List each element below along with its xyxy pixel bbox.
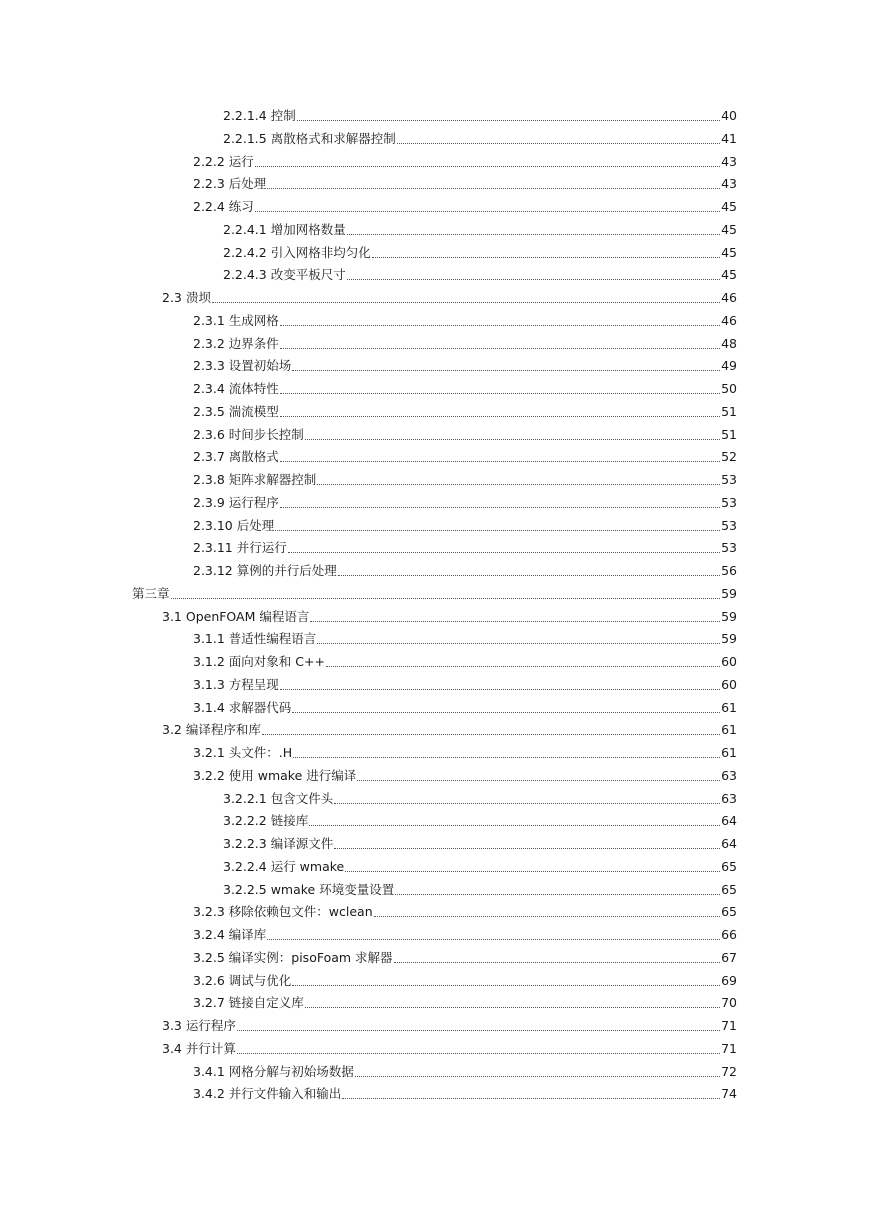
toc-dot-leader: [293, 744, 720, 758]
toc-entry-page-number: 45: [721, 199, 737, 214]
toc-entry[interactable]: [193, 426, 737, 444]
toc-entry-page-number: 66: [721, 927, 737, 942]
toc-entry-title: 2.3.1 生成网格: [193, 312, 279, 328]
toc-entry-title: 3.2.5 编译实例：pisoFoam 求解器: [193, 949, 393, 965]
toc-entry-title: 2.3.6 时间步长控制: [193, 426, 304, 442]
toc-entry-page-number: 61: [721, 722, 737, 738]
toc-dot-leader: [305, 426, 720, 440]
toc-entry-page-number: 61: [721, 699, 737, 715]
toc-entry[interactable]: [193, 380, 737, 398]
toc-dot-leader: [292, 699, 720, 713]
toc-entry[interactable]: [193, 972, 737, 990]
toc-entry[interactable]: [223, 858, 737, 876]
toc-entry[interactable]: [193, 335, 737, 353]
toc-entry-title: 3.2.7 链接自定义库: [193, 995, 304, 1011]
toc-dot-leader: [280, 448, 720, 462]
toc-entry-title: 2.2.1.5 离散格式和求解器控制: [223, 130, 396, 146]
toc-entry[interactable]: [193, 471, 737, 489]
toc-entry-title: 第三章: [132, 585, 170, 601]
toc-entry[interactable]: [193, 403, 737, 421]
toc-entry-page-number: 53: [721, 540, 737, 556]
toc-entry-title: 2.2.4.3 改变平板尺寸: [223, 267, 346, 283]
toc-entry-page-number: 59: [721, 631, 737, 647]
toc-entry-page-number: 53: [721, 494, 737, 510]
toc-entry-page-number: 50: [721, 381, 737, 396]
toc-dot-leader: [288, 539, 720, 553]
toc-dot-leader: [280, 380, 720, 394]
toc-entry[interactable]: [162, 289, 737, 307]
toc-entry-title: 3.4.1 网格分解与初始场数据: [193, 1063, 354, 1079]
toc-dot-leader: [357, 767, 720, 781]
toc-entry-page-number: 65: [721, 904, 737, 920]
toc-entry-page-number: 43: [721, 153, 737, 169]
toc-entry[interactable]: [193, 153, 737, 171]
toc-dot-leader: [305, 994, 720, 1008]
toc-entry-title: 2.2.3 后处理: [193, 176, 267, 192]
toc-entry-title: 2.2.1.4 控制: [223, 108, 296, 123]
toc-entry-title: 2.2.4.1 增加网格数量: [223, 221, 346, 237]
toc-entry[interactable]: [223, 221, 737, 239]
toc-entry-title: 3.2.2.4 运行 wmake: [223, 858, 345, 874]
toc-entry-page-number: 61: [721, 745, 737, 760]
toc-entry-page-number: 64: [721, 836, 737, 851]
toc-entry-page-number: 45: [721, 244, 737, 260]
toc-entry[interactable]: [223, 130, 737, 148]
toc-entry-title: 3.2.3 移除依赖包文件：wclean: [193, 904, 373, 920]
toc-entry-title: 3.2.4 编译库: [193, 927, 267, 942]
toc-entry-page-number: 46: [721, 312, 737, 328]
toc-dot-leader: [355, 1063, 720, 1077]
toc-entry-page-number: 70: [721, 995, 737, 1011]
toc-entry-page-number: 63: [721, 767, 737, 783]
toc-entry-page-number: 56: [721, 563, 737, 578]
toc-entry-page-number: 53: [721, 517, 737, 533]
toc-dot-leader: [255, 153, 720, 167]
toc-dot-leader: [267, 175, 720, 189]
toc-entry-page-number: 59: [721, 608, 737, 624]
toc-entry-page-number: 69: [721, 972, 737, 988]
toc-entry-title: 3.1 OpenFOAM 编程语言: [162, 608, 310, 624]
toc-entry[interactable]: [193, 357, 737, 375]
toc-entry[interactable]: [223, 790, 737, 808]
toc-dot-leader: [280, 335, 720, 349]
toc-dot-leader: [334, 790, 720, 804]
toc-dot-leader: [310, 608, 720, 622]
toc-entry[interactable]: [193, 562, 737, 580]
toc-entry-page-number: 40: [721, 108, 737, 123]
toc-dot-leader: [347, 266, 720, 280]
toc-entry-page-number: 48: [721, 335, 737, 351]
toc-entry-title: 3.1.3 方程呈现: [193, 676, 279, 692]
toc-dot-leader: [267, 926, 720, 940]
toc-entry[interactable]: [193, 949, 737, 967]
toc-dot-leader: [309, 812, 720, 826]
toc-entry[interactable]: [193, 767, 737, 785]
toc-dot-leader: [334, 835, 720, 849]
toc-dot-leader: [317, 630, 720, 644]
toc-entry-title: 2.3.12 算例的并行后处理: [193, 563, 337, 578]
toc-entry-page-number: 60: [721, 676, 737, 692]
toc-entry[interactable]: [223, 812, 737, 830]
toc-entry-title: 2.3 溃坝: [162, 290, 211, 305]
toc-dot-leader: [394, 949, 721, 963]
toc-dot-leader: [342, 1085, 720, 1099]
toc-entry[interactable]: [193, 1085, 737, 1103]
toc-entry-page-number: 71: [721, 1018, 737, 1033]
toc-entry-title: 2.3.5 湍流模型: [193, 403, 279, 419]
toc-entry[interactable]: [223, 244, 737, 262]
toc-entry-page-number: 43: [721, 176, 737, 192]
toc-entry-title: 3.1.4 求解器代码: [193, 699, 292, 715]
toc-entry[interactable]: [193, 312, 737, 330]
toc-entry-page-number: 45: [721, 221, 737, 237]
toc-dot-leader: [338, 562, 720, 576]
toc-entry[interactable]: [223, 107, 737, 125]
toc-dot-leader: [237, 1017, 720, 1031]
toc-entry-page-number: 65: [721, 858, 737, 874]
toc-entry-title: 3.1.1 普适性编程语言: [193, 631, 317, 647]
toc-dot-leader: [317, 471, 720, 485]
toc-dot-leader: [255, 198, 720, 212]
toc-dot-leader: [297, 107, 720, 121]
toc-entry[interactable]: [193, 448, 737, 466]
toc-dot-leader: [395, 881, 720, 895]
toc-entry[interactable]: [193, 539, 737, 557]
toc-entry-title: 3.2.6 调试与优化: [193, 972, 292, 988]
toc-entry-page-number: 52: [721, 449, 737, 465]
toc-entry-page-number: 49: [721, 358, 737, 374]
toc-entry-title: 2.3.2 边界条件: [193, 335, 279, 351]
toc-entry-title: 3.2.2.5 wmake 环境变量设置: [223, 881, 395, 897]
toc-entry-title: 3.1.2 面向对象和 C++: [193, 654, 325, 669]
toc-entry-page-number: 67: [721, 949, 737, 965]
toc-entry-title: 2.2.4.2 引入网格非均匀化: [223, 244, 371, 260]
toc-entry-title: 3.2.1 头文件：.H: [193, 745, 293, 760]
toc-dot-leader: [292, 972, 720, 986]
toc-dot-leader: [171, 585, 721, 599]
toc-entry[interactable]: [223, 266, 737, 284]
toc-dot-leader: [347, 221, 720, 235]
toc-entry[interactable]: [193, 744, 737, 762]
toc-dot-leader: [237, 1040, 720, 1054]
toc-dot-leader: [397, 130, 720, 144]
toc-dot-leader: [372, 244, 720, 258]
toc-entry-title: 2.2.2 运行: [193, 153, 254, 169]
toc-dot-leader: [374, 903, 720, 917]
toc-entry-title: 3.3 运行程序: [162, 1018, 236, 1033]
toc-entry-page-number: 46: [721, 290, 737, 305]
toc-entry[interactable]: [162, 608, 737, 626]
toc-dot-leader: [280, 312, 720, 326]
toc-entry[interactable]: [193, 198, 737, 216]
toc-dot-leader: [326, 653, 720, 667]
toc-entry[interactable]: [162, 721, 737, 739]
toc-entry-title: 2.3.3 设置初始场: [193, 358, 292, 374]
toc-entry[interactable]: [193, 903, 737, 921]
toc-entry-page-number: 65: [721, 881, 737, 897]
toc-entry[interactable]: [162, 1017, 737, 1035]
toc-entry[interactable]: [193, 699, 737, 717]
toc-dot-leader: [212, 289, 720, 303]
toc-entry-page-number: 59: [721, 585, 737, 601]
toc-entry-title: 3.2.2.3 编译源文件: [223, 836, 334, 851]
toc-entry[interactable]: [193, 653, 737, 671]
toc-entry-title: 3.2.2.2 链接库: [223, 813, 309, 829]
toc-entry[interactable]: [193, 676, 737, 694]
toc-dot-leader: [292, 357, 720, 371]
toc-entry-title: 3.2.2 使用 wmake 进行编译: [193, 767, 357, 783]
toc-entry[interactable]: [193, 175, 737, 193]
toc-entry[interactable]: [223, 881, 737, 899]
toc-entry-title: 2.3.4 流体特性: [193, 381, 279, 396]
toc-entry-page-number: 74: [721, 1086, 737, 1102]
toc-entry-title: 2.3.9 运行程序: [193, 494, 279, 510]
toc-entry-page-number: 41: [721, 130, 737, 146]
toc-entry-page-number: 53: [721, 472, 737, 487]
toc-entry-title: 2.3.8 矩阵求解器控制: [193, 472, 317, 487]
toc-entry[interactable]: [193, 994, 737, 1012]
toc-entry-title: 3.4.2 并行文件输入和输出: [193, 1086, 342, 1102]
toc-entry-title: 3.2.2.1 包含文件头: [223, 790, 334, 806]
toc-entry[interactable]: [162, 1040, 737, 1058]
toc-entry[interactable]: [132, 585, 737, 603]
toc-entry[interactable]: [193, 1063, 737, 1081]
toc-entry[interactable]: [223, 835, 737, 853]
toc-entry-title: 2.2.4 练习: [193, 199, 254, 214]
toc-entry-title: 3.4 并行计算: [162, 1040, 236, 1056]
toc-dot-leader: [275, 517, 720, 531]
toc-entry-page-number: 51: [721, 426, 737, 442]
toc-dot-leader: [345, 858, 720, 872]
toc-entry-page-number: 45: [721, 267, 737, 283]
toc-dot-leader: [280, 494, 720, 508]
toc-entry[interactable]: [193, 926, 737, 944]
toc-entry-page-number: 71: [721, 1040, 737, 1056]
toc-entry-page-number: 64: [721, 813, 737, 829]
toc-entry-title: 2.3.7 离散格式: [193, 449, 279, 465]
toc-entry-title: 2.3.10 后处理: [193, 517, 275, 533]
toc-entry-title: 2.3.11 并行运行: [193, 540, 287, 556]
toc-entry[interactable]: [193, 630, 737, 648]
toc-entry[interactable]: [193, 494, 737, 512]
toc-dot-leader: [262, 721, 720, 735]
toc-dot-leader: [280, 403, 720, 417]
toc-entry-page-number: 51: [721, 403, 737, 419]
toc-dot-leader: [280, 676, 720, 690]
toc-entry[interactable]: [193, 517, 737, 535]
toc-entry-page-number: 63: [721, 790, 737, 806]
toc-entry-title: 3.2 编译程序和库: [162, 722, 261, 738]
toc-entry-page-number: 60: [721, 654, 737, 669]
toc-entry-page-number: 72: [721, 1063, 737, 1079]
